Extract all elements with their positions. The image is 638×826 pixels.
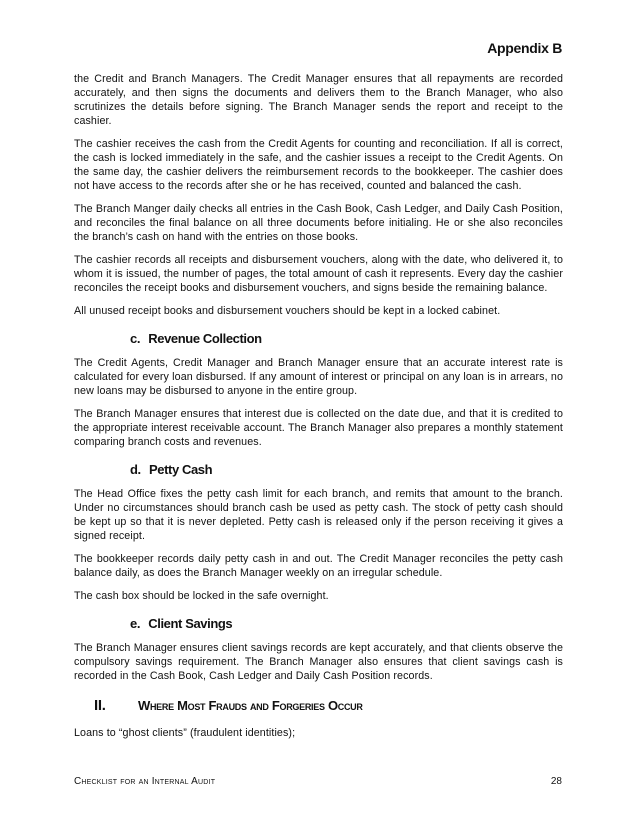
paragraph: The bookkeeper records daily petty cash in and out. The Credit Manager reconciles the petty cash balance daily, as does the Branch Manager weekly on an irregular schedule.: [74, 553, 563, 579]
subsection-heading-client-savings: [130, 616, 563, 631]
paragraph: The Head Office fixes the petty cash limit for each branch, and remits that amount to the branch. Under no circumstances should branch cash be used as petty cash. The stock of petty cash should be kept up so that it is never depleted. Petty cash is released only if the person receiving it gives a signed receipt.: [74, 488, 563, 542]
paragraph: Loans to “ghost clients” (fraudulent identities);: [74, 727, 296, 739]
page-content: [74, 72, 563, 749]
subsection-heading-petty-cash: [130, 462, 563, 477]
page-footer: [74, 776, 562, 787]
paragraph: The Branch Manager ensures that interest due is collected on the date due, and that it is credited to the appropriate interest receivable account. The Branch Manager also prepares a monthly statement comparing branch costs and revenues.: [74, 408, 563, 448]
page-number: 28: [550, 776, 562, 787]
paragraph: the Credit and Branch Managers. The Credit Manager ensures that all repayments are recorded accurately, and then signs the documents and delivers them to the Branch Manager, who also scrutinizes the details before signing. The Branch Manager sends the report and receipt to the cashier.: [74, 73, 563, 127]
paragraph: The cashier receives the cash from the Credit Agents for counting and reconciliation. If all is correct, the cash is locked immediately in the safe, and the cashier issues a receipt to the Credit Agents. On the same day, the cashier delivers the reimbursement records to the bookkeeper. The cashier does not have access to the records after she or he has received, counted and balanced the cash.: [74, 138, 563, 192]
paragraph: The Credit Agents, Credit Manager and Branch Manager ensure that an accurate interest rate is calculated for every loan disbursed. If any amount of interest or principal on any loan is in arrears, no new loans may be disbursed to anyone in the entire group.: [74, 357, 563, 397]
subsection-title: Petty Cash: [148, 462, 213, 477]
section-heading-frauds: [94, 697, 563, 714]
subsection-heading-revenue-collection: [130, 331, 563, 346]
appendix-label: Appendix B: [487, 40, 562, 56]
paragraph: The cashier records all receipts and disbursement vouchers, along with the date, who delivered it, to whom it is issued, the number of pages, the total amount of cash it represents. Every day the cashier reconciles the receipt books and disbursement vouchers, and signs beside the remaining balance.: [74, 254, 563, 294]
subsection-number: c.: [130, 331, 141, 346]
subsection-number: e.: [130, 616, 141, 631]
section-title: Where Most Frauds and Forgeries Occur: [138, 698, 363, 713]
paragraph: All unused receipt books and disbursement vouchers should be kept in a locked cabinet.: [74, 305, 501, 317]
paragraph: The cash box should be locked in the safe overnight.: [74, 590, 329, 602]
paragraph: The Branch Manger daily checks all entries in the Cash Book, Cash Ledger, and Daily Cash Position, and reconciles the final balance on all three documents before initialing. He or she also reconciles the branch’s cash on hand with the entries on those books.: [74, 203, 563, 243]
subsection-title: Client Savings: [148, 616, 233, 631]
subsection-title: Revenue Collection: [148, 331, 262, 346]
footer-document-title: Checklist for an Internal Audit: [74, 776, 216, 787]
section-numeral: II.: [94, 697, 106, 714]
subsection-number: d.: [130, 462, 141, 477]
paragraph: The Branch Manager ensures client savings records are kept accurately, and that clients observe the compulsory savings requirement. The Branch Manager also ensures that client savings cash is recorded in the Cash Book, Cash Ledger and Daily Cash Position records.: [74, 642, 563, 682]
